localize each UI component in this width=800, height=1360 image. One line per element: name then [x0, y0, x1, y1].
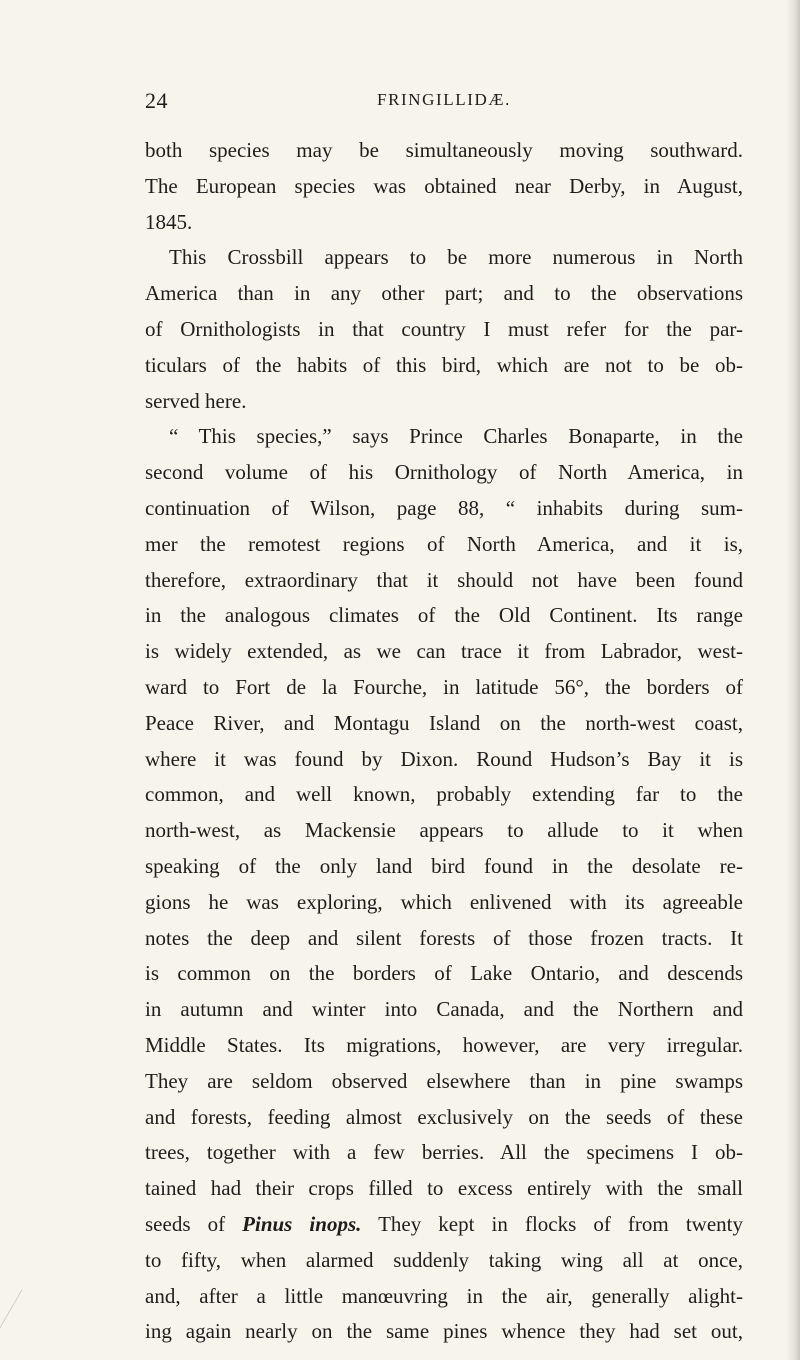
page-edge-shadow [786, 0, 800, 1360]
text-line: “ This species,” says Prince Charles Bonaparte, in the [169, 424, 743, 449]
text-segment: seeds of [145, 1211, 243, 1236]
text-line: served here. [145, 388, 247, 413]
text-segment: They kept in flocks of from twenty [361, 1211, 743, 1236]
text-line: ticulars of the habits of this bird, which are not to be ob- [145, 352, 743, 377]
text-line: is common on the borders of Lake Ontario, and descends [145, 961, 743, 986]
text-line: They are seldom observed elsewhere than in pine swamps [145, 1068, 743, 1093]
text-line: where it was found by Dixon. Round Hudson’s Bay it is [145, 746, 743, 771]
page-header [145, 88, 743, 124]
text-line: and, after a little manœuvring in the air, generally alight- [145, 1283, 743, 1308]
text-line-with-species-name [145, 1207, 743, 1243]
text-line: Peace River, and Montagu Island on the north-west coast, [145, 710, 743, 735]
text-line: ing again nearly on the same pines whence they had set out, [145, 1319, 743, 1344]
species-name: Pinus inops. [242, 1211, 362, 1236]
text-line: America than in any other part; and to the observations [145, 281, 743, 306]
text-line: ward to Fort de la Fourche, in latitude 56°, the borders of [145, 674, 743, 699]
text-line: Middle States. Its migrations, however, are very irregular. [145, 1032, 743, 1057]
text-line: notes the deep and silent forests of those frozen tracts. It [145, 925, 743, 950]
text-line: gions he was exploring, which enlivened with its agreeable [145, 889, 743, 914]
text-line: both species may be simultaneously moving southward. [145, 138, 743, 162]
text-line: trees, together with a few berries. All the specimens I ob- [145, 1140, 743, 1165]
running-head: FRINGILLIDÆ. [377, 90, 511, 109]
text-line: north-west, as Mackensie appears to allude to it when [145, 818, 743, 843]
text-line: The European species was obtained near Derby, in August, [145, 173, 743, 198]
text-line: and forests, feeding almost exclusively on the seeds of these [145, 1104, 743, 1129]
body-text [145, 133, 743, 1350]
text-line: tained had their crops filled to excess entirely with the small [145, 1176, 743, 1201]
text-line: common, and well known, probably extending far to the [145, 782, 743, 807]
text-line: This Crossbill appears to be more numerous in North [169, 245, 743, 270]
text-line: of Ornithologists in that country I must refer for the par- [145, 316, 743, 341]
text-line: in autumn and winter into Canada, and the Northern and [145, 997, 743, 1022]
text-line: speaking of the only land bird found in the desolate re- [145, 853, 743, 878]
text-line: is widely extended, as we can trace it from Labrador, west- [145, 639, 743, 664]
text-line: 1845. [145, 209, 193, 234]
text-line: continuation of Wilson, page 88, “ inhabits during sum- [145, 495, 743, 520]
text-line: second volume of his Ornithology of North America, in [145, 460, 743, 485]
page-number: 24 [145, 88, 168, 113]
text-line: in the analogous climates of the Old Continent. Its range [145, 603, 743, 628]
text-line: therefore, extraordinary that it should not have been found [145, 567, 743, 592]
text-line: mer the remotest regions of North America, and it is, [145, 531, 743, 556]
text-line: to fifty, when alarmed suddenly taking wing all at once, [145, 1247, 743, 1272]
scan-mark [0, 1290, 52, 1350]
